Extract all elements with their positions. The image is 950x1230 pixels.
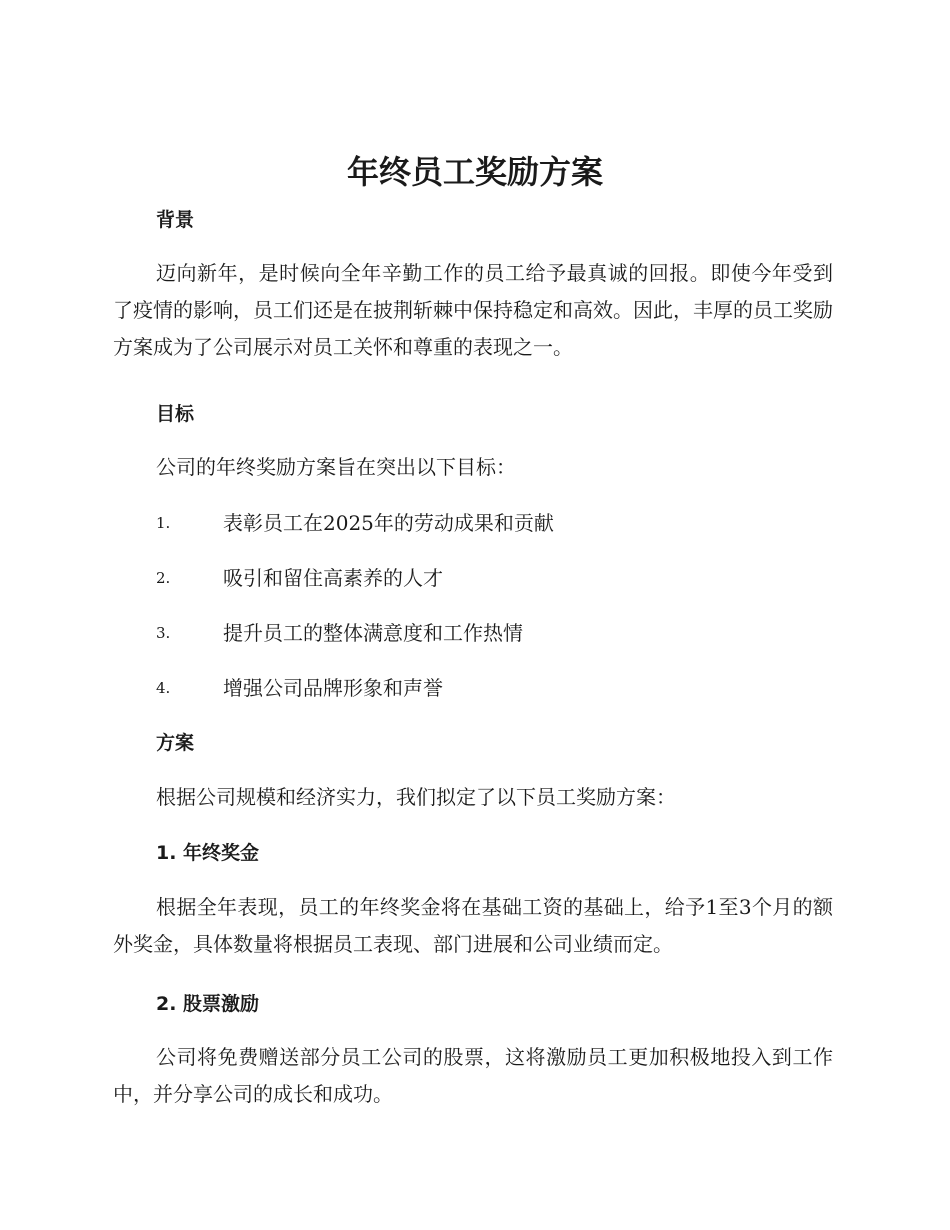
subsection-heading-stock-incentive: 2. 股票激励 xyxy=(156,993,260,1015)
list-item-text: 表彰员工在2025年的劳动成果和贡献 xyxy=(223,511,554,535)
list-item-text: 吸引和留住高素养的人才 xyxy=(223,566,443,590)
year-end-bonus-paragraph: 根据全年表现，员工的年终奖金将在基础工资的基础上，给予1至3个月的额外奖金，具体数量将根据员工表现、部门进展和公司业绩而定。 xyxy=(113,895,833,956)
list-item-number: 4. xyxy=(156,679,171,697)
list-item-text: 增强公司品牌形象和声誉 xyxy=(223,676,443,700)
list-item-number: 1. xyxy=(156,514,171,532)
section-heading-plan: 方案 xyxy=(156,732,195,754)
stock-incentive-paragraph: 公司将免费赠送部分员工公司的股票，这将激励员工更加积极地投入到工作中，并分享公司的成长和成功。 xyxy=(113,1045,833,1106)
list-item xyxy=(156,618,756,648)
list-item-text: 提升员工的整体满意度和工作热情 xyxy=(223,621,523,645)
goals-intro: 公司的年终奖励方案旨在突出以下目标： xyxy=(156,455,516,479)
plan-intro: 根据公司规模和经济实力，我们拟定了以下员工奖励方案： xyxy=(156,785,676,809)
background-paragraph: 迈向新年，是时候向全年辛勤工作的员工给予最真诚的回报。即使今年受到了疫情的影响，员工们还是在披荆斩棘中保持稳定和高效。因此，丰厚的员工奖励方案成为了公司展示对员工关怀和尊重的表现之一。 xyxy=(113,261,833,359)
subsection-heading-year-end-bonus: 1. 年终奖金 xyxy=(156,842,260,864)
list-item xyxy=(156,563,756,593)
document-title: 年终员工奖励方案 xyxy=(346,153,603,191)
list-item-number: 3. xyxy=(156,624,171,642)
section-heading-goals: 目标 xyxy=(156,403,195,425)
list-item-number: 2. xyxy=(156,569,171,587)
list-item xyxy=(156,508,756,538)
section-heading-background: 背景 xyxy=(156,209,195,231)
list-item xyxy=(156,673,756,703)
